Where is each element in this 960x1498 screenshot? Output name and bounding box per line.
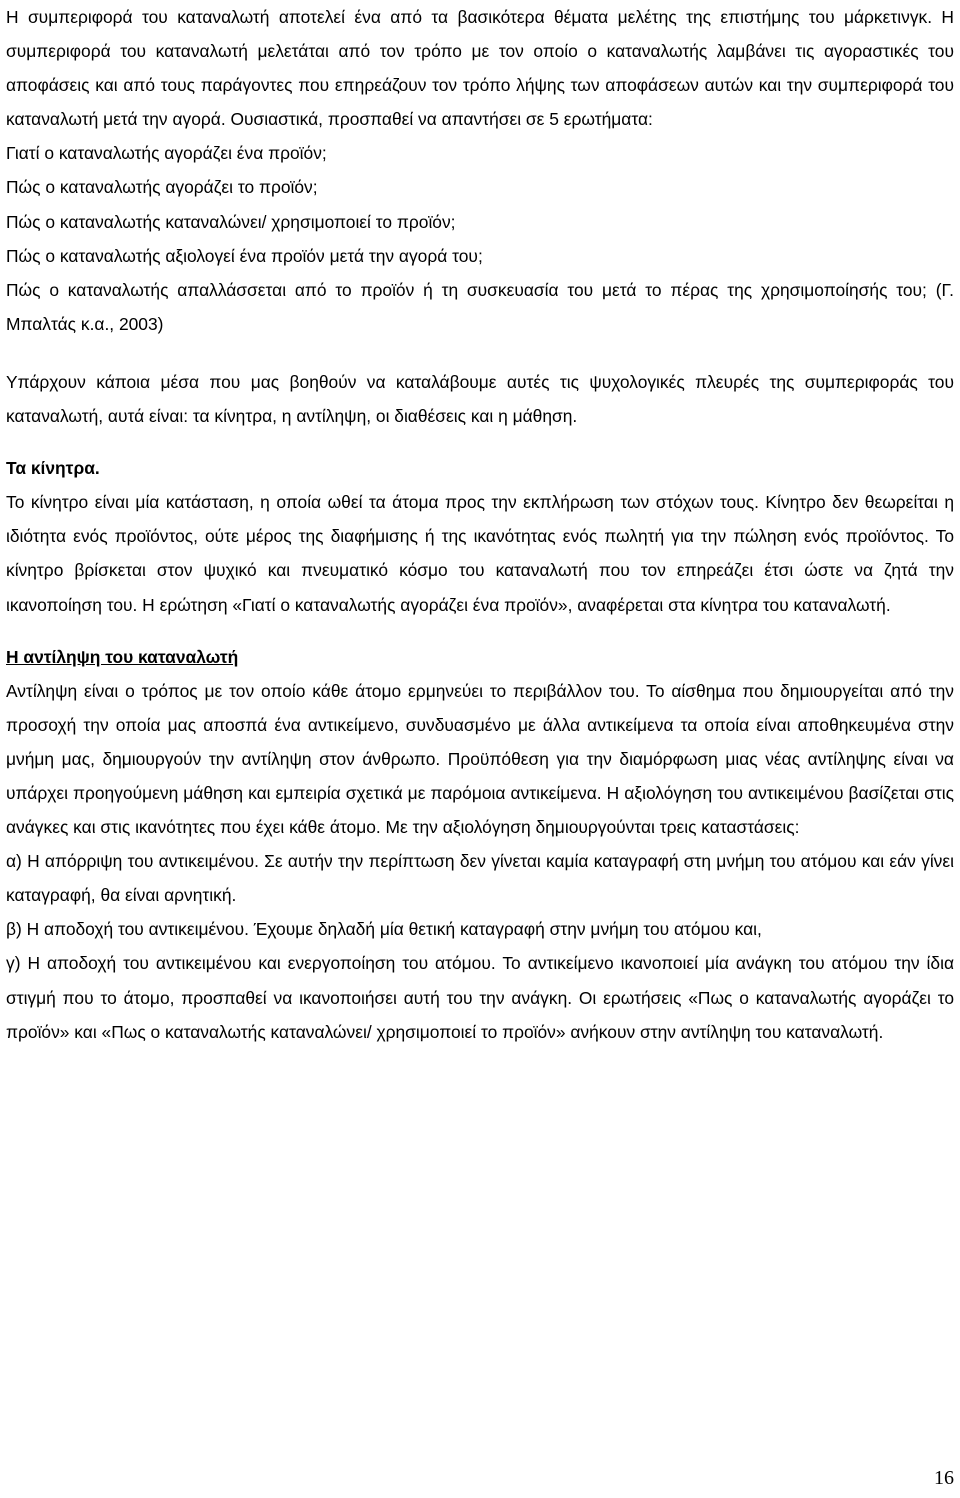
intro-paragraph: Η συμπεριφορά του καταναλωτή αποτελεί ένα από τα βασικότερα θέματα μελέτης της επιστήμης του μάρκετινγκ. Η συμπεριφορά του καταναλωτή μελετάται από τον τρόπο με τον οποίο ο καταναλωτής λαμβάνει τις αγοραστικές του αποφάσεις και από τους παράγοντες που επηρεάζουν τον τρόπο λήψης των αποφάσεων αυτών και την συμπεριφορά του καταναλωτή μετά την αγορά. Ουσιαστικά, προσπαθεί να απαντήσει σε 5 ερωτήματα: [6,7,954,130]
spacer [6,622,954,640]
question-2: Πώς ο καταναλωτής αγοράζει το προϊόν; [6,177,318,198]
motives-heading: Τα κίνητρα. [6,458,100,479]
spacer [6,433,954,451]
document-page [6,0,954,1049]
page-number: 16 [934,1467,954,1489]
question-3: Πώς ο καταναλωτής καταναλώνει/ χρησιμοποιεί το προϊόν; [6,211,456,232]
question-5: Πώς ο καταναλωτής απαλλάσσεται από το προϊόν ή τη συσκευασία του μετά το πέρας της χρησιμοποίησής του; (Γ. Μπαλτάς κ.α., 2003) [6,279,954,334]
perception-heading: Η αντίληψη του καταναλωτή [6,646,239,667]
perception-state-a: α) Η απόρριψη του αντικειμένου. Σε αυτήν την περίπτωση δεν γίνεται καμία καταγραφή στη μνήμη του ατόμου και εάν γίνει καταγραφή, θα είναι αρνητική. [6,851,954,906]
perception-state-b: β) Η αποδοχή του αντικειμένου. Έχουμε δηλαδή μία θετική καταγραφή στην μνήμη του ατόμου και, [6,919,762,940]
means-paragraph: Υπάρχουν κάποια μέσα που μας βοηθούν να καταλάβουμε αυτές τις ψυχολογικές πλευρές της συμπεριφοράς του καταναλωτή, αυτά είναι: τα κίνητρα, η αντίληψη, οι διαθέσεις και η μάθηση. [6,371,954,427]
spacer [6,341,954,365]
question-1: Γιατί ο καταναλωτής αγοράζει ένα προϊόν; [6,143,327,164]
perception-paragraph: Αντίληψη είναι ο τρόπος με τον οποίο κάθε άτομο ερμηνεύει το περιβάλλον του. Το αίσθημα που δημιουργείται από την προσοχή την οποία μας αποσπά ένα αντικείμενο, συνδυασμένο με άλλα αντικείμενα τα οποία είναι αποθηκευμένα στην μνήμη μας, δημιουργούν την αντίληψη στον άνθρωπο. Προϋπόθεση για την διαμόρφωση μιας νέας αντίληψης είναι να υπάρχει προηγούμενη μάθηση και εμπειρία σχετικά με παρόμοια αντικείμενα. Η αξιολόγηση του αντικειμένου βασίζεται στις ανάγκες και στις ικανότητες που έχει κάθε άτομο. Με την αξιολόγηση δημιουργούνται τρεις καταστάσεις: [6,680,954,838]
question-4: Πώς ο καταναλωτής αξιολογεί ένα προϊόν μετά την αγορά του; [6,245,483,266]
perception-state-c: γ) Η αποδοχή του αντικειμένου και ενεργοποίηση του ατόμου. Το αντικείμενο ικανοποιεί μία ανάγκη του ατόμου την ίδια στιγμή που το άτομο, προσπαθεί να ικανοποιήσει αυτή του την ανάγκη. Οι ερωτήσεις «Πως ο καταναλωτής αγοράζει το προϊόν» και «Πως ο καταναλωτής καταναλώνει/ χρησιμοποιεί το προϊόν» ανήκουν στην αντίληψη του καταναλωτή. [6,953,954,1042]
motives-paragraph: Το κίνητρο είναι μία κατάσταση, η οποία ωθεί τα άτομα προς την εκπλήρωση των στόχων τους. Κίνητρο δεν θεωρείται η ιδιότητα ενός προϊόντος, ούτε μέρος της διαφήμισης ή της ικανότητας ενός πωλητή για την πώληση ενός προϊόντος. Το κίνητρο βρίσκεται στον ψυχικό και πνευματικό κόσμο του καταναλωτή που τον επηρεάζει έτσι ώστε να ζητά την ικανοποίηση του. Η ερώτηση «Γιατί ο καταναλωτής αγοράζει ένα προϊόν», αναφέρεται στα κίνητρα του καταναλωτή. [6,492,954,615]
